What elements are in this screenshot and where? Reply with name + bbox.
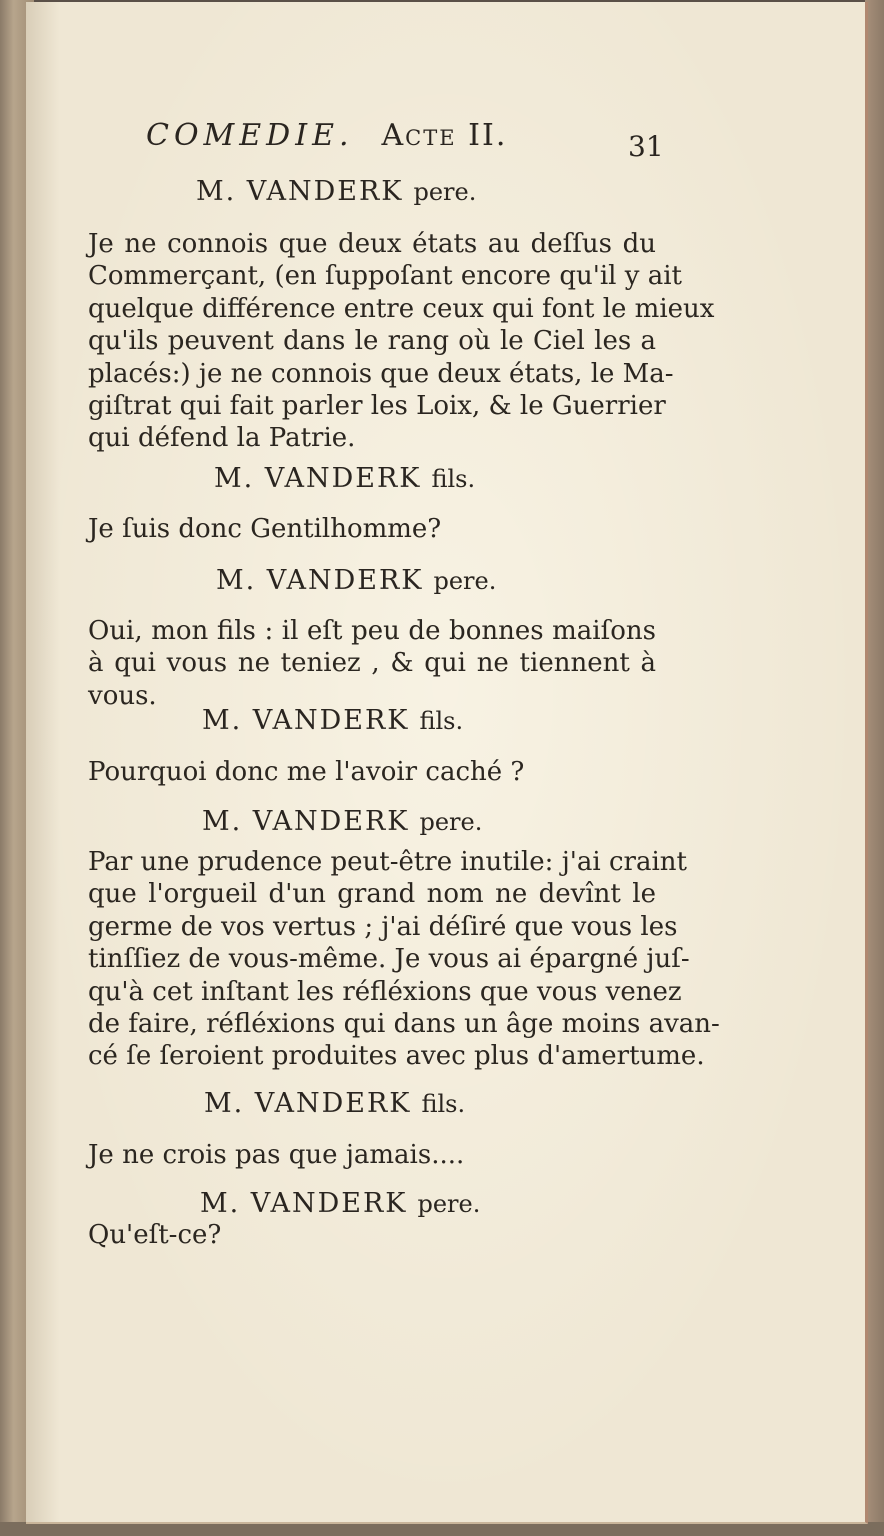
speaker-role: fils. — [431, 465, 476, 493]
speaker-name: M. VANDERK — [202, 705, 410, 736]
running-head-act: Acte II. — [381, 118, 508, 153]
speaker-name: M. VANDERK — [216, 565, 424, 596]
speaker-heading — [216, 565, 496, 596]
speaker-role: pere. — [419, 808, 483, 836]
text-line: de faire, réfléxions qui dans un âge moins avan- — [88, 1009, 720, 1040]
speech-line: Je ſuis donc Gentilhomme? — [88, 514, 442, 544]
speech-paragraph — [88, 846, 720, 1073]
speaker-role: pere. — [413, 178, 477, 206]
speech-paragraph — [88, 615, 656, 712]
running-head — [146, 118, 507, 153]
bottom-shadow — [0, 1522, 884, 1536]
speaker-heading — [200, 1188, 480, 1219]
speaker-role: fils. — [419, 707, 464, 735]
text-line: cé ſe ſeroient produites avec plus d'amertume. — [88, 1041, 705, 1072]
text-line: que l'orgueil d'un grand nom ne devînt le — [88, 879, 656, 910]
text-line: placés:) je ne connois que deux états, le Ma- — [88, 358, 674, 389]
speaker-role: fils. — [421, 1090, 466, 1118]
speaker-name: M. VANDERK — [196, 176, 404, 207]
page-number: 31 — [628, 130, 664, 163]
running-head-title: COMEDIE. — [146, 118, 354, 153]
speech-line: Je ne crois pas que jamais.... — [88, 1140, 465, 1170]
speaker-heading — [196, 176, 476, 207]
speaker-heading — [202, 705, 463, 736]
speech-line: Pourquoi donc me l'avoir caché ? — [88, 757, 525, 787]
text-line: quelque différence entre ceux qui font le mieux — [88, 293, 715, 324]
speaker-role: pere. — [433, 567, 497, 595]
text-line: giſtrat qui fait parler les Loix, & le Guerrier — [88, 391, 666, 422]
speaker-heading — [204, 1088, 465, 1119]
text-line: à qui vous ne teniez , & qui ne tiennent à — [88, 648, 656, 679]
speech-paragraph — [88, 228, 715, 455]
text-line: Je ne connois que deux états au deſſus du — [88, 229, 656, 259]
speaker-name: M. VANDERK — [204, 1088, 412, 1119]
speech-line: Qu'eſt-ce? — [88, 1220, 222, 1250]
text-line: qu'ils peuvent dans le rang où le Ciel les a — [88, 326, 656, 357]
text-line: qui défend la Patrie. — [88, 423, 356, 454]
speaker-name: M. VANDERK — [200, 1188, 408, 1219]
text-line: germe de vos vertus ; j'ai déſiré que vous les — [88, 911, 678, 942]
speaker-role: pere. — [417, 1190, 481, 1218]
speaker-name: M. VANDERK — [214, 463, 422, 494]
text-line: tinſſiez de vous-même. Je vous ai épargné juſ- — [88, 944, 690, 975]
text-line: qu'à cet inſtant les réfléxions que vous venez — [88, 976, 682, 1007]
speaker-name: M. VANDERK — [202, 806, 410, 837]
text-line: Commerçant, (en ſuppoſant encore qu'il y ait — [88, 261, 682, 292]
speaker-heading — [214, 463, 475, 494]
speaker-heading — [202, 806, 482, 837]
text-line: Oui, mon fils : il eſt peu de bonnes maiſons — [88, 616, 656, 646]
text-line: Par une prudence peut-être inutile: j'ai craint — [88, 847, 687, 877]
text-line: vous. — [88, 680, 157, 711]
